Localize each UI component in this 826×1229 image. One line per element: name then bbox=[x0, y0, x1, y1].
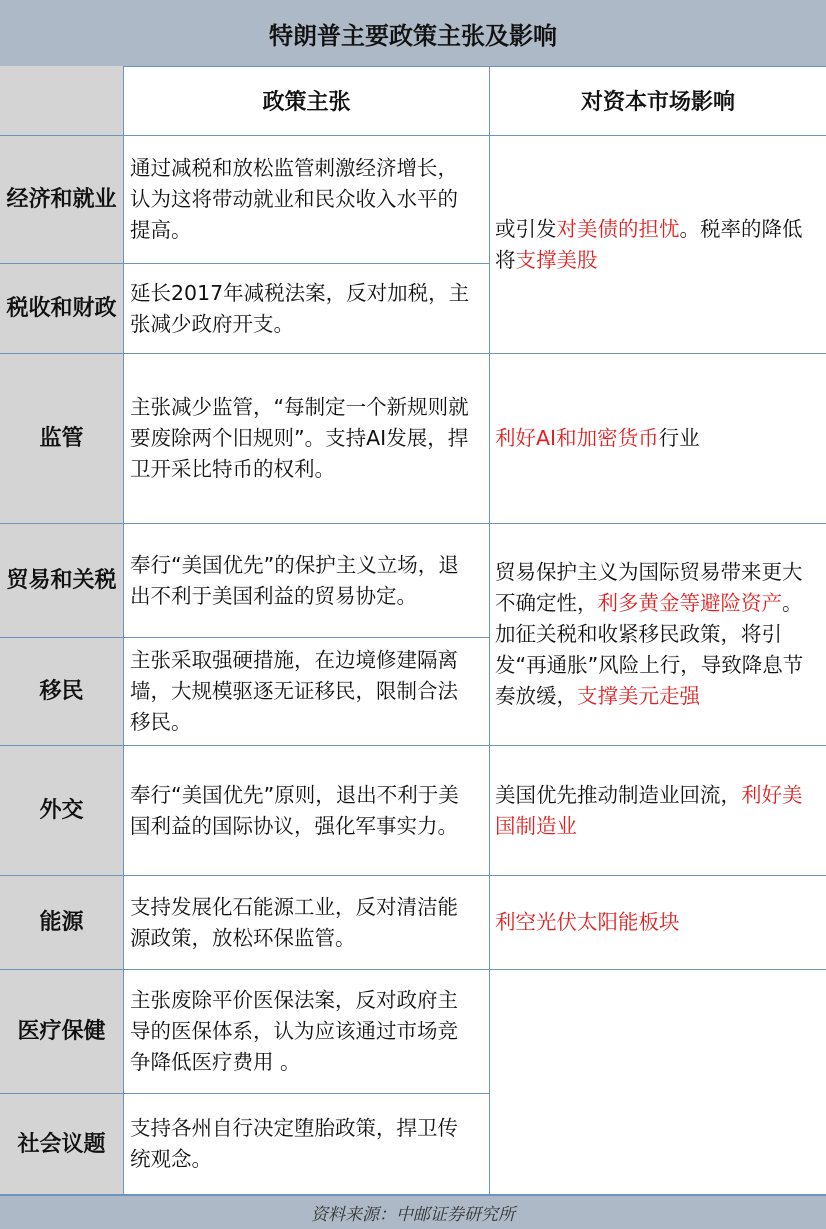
impact-highlight: 利好美国制造业 bbox=[495, 782, 803, 838]
impact-segment: 行业 bbox=[658, 426, 700, 450]
impact-text bbox=[495, 557, 816, 712]
header-corner bbox=[0, 66, 124, 136]
impact-segment: 贸易保护主义为国际贸易带来更大不确定性， bbox=[495, 560, 803, 615]
impact-cell bbox=[490, 746, 826, 876]
impact-cell bbox=[490, 876, 826, 970]
impact-highlight: 支撑美股 bbox=[515, 247, 598, 272]
table-title: 特朗普主要政策主张及影响 bbox=[0, 0, 826, 67]
impact-cell-empty bbox=[490, 970, 826, 1195]
impact-segment: 。加征关税和收紧移民政策，将引发“再通胀”风险上行，导致降息节奏放缓， bbox=[495, 591, 804, 708]
category-cell: 税收和财政 bbox=[0, 264, 124, 354]
impact-highlight: 支撑美元走强 bbox=[577, 684, 700, 708]
impact-highlight: 利好AI和加密货币 bbox=[495, 426, 659, 450]
category-cell: 经济和就业 bbox=[0, 136, 124, 264]
impact-cell bbox=[490, 354, 826, 524]
header-policy: 政策主张 bbox=[124, 66, 490, 136]
category-cell: 医疗保健 bbox=[0, 970, 124, 1094]
category-cell: 移民 bbox=[0, 638, 124, 746]
policy-cell: 主张废除平价医保法案，反对政府主导的医保体系，认为应该通过市场竞争降低医疗费用 。 bbox=[124, 970, 490, 1094]
impact-highlight: 利空光伏太阳能板块 bbox=[495, 910, 680, 934]
impact-highlight: 对美债的担忧 bbox=[556, 216, 680, 241]
impact-segment: 。税率的降低将 bbox=[495, 216, 803, 272]
impact-cell bbox=[490, 524, 826, 746]
impact-text bbox=[495, 423, 700, 454]
policy-cell: 支持各州自行决定堕胎政策，捍卫传统观念。 bbox=[124, 1094, 490, 1195]
policy-cell: 通过减税和放松监管刺激经济增长，认为这将带动就业和民众收入水平的提高。 bbox=[124, 136, 490, 264]
policy-cell: 延长2017年减税法案，反对加税，主张减少政府开支。 bbox=[124, 264, 490, 354]
impact-segment: 或引发 bbox=[495, 216, 557, 241]
policy-cell: 支持发展化石能源工业，反对清洁能源政策，放松环保监管。 bbox=[124, 876, 490, 970]
impact-segment: 美国优先推动制造业回流， bbox=[495, 782, 741, 807]
category-cell: 贸易和关税 bbox=[0, 524, 124, 638]
policy-cell: 主张减少监管，“每制定一个新规则就要废除两个旧规则”。支持AI发展，捍卫开采比特币的权利。 bbox=[124, 354, 490, 524]
impact-text bbox=[495, 214, 816, 276]
policy-cell: 主张采取强硬措施，在边境修建隔离墙，大规模驱逐无证移民，限制合法移民。 bbox=[124, 638, 490, 746]
impact-text bbox=[495, 907, 680, 938]
header-impact: 对资本市场影响 bbox=[490, 66, 826, 136]
category-cell: 社会议题 bbox=[0, 1094, 124, 1195]
category-cell: 外交 bbox=[0, 746, 124, 876]
source-note: 资料来源：中邮证券研究所 bbox=[0, 1195, 826, 1229]
impact-cell bbox=[490, 136, 826, 354]
policy-cell: 奉行“美国优先”的保护主义立场，退出不利于美国利益的贸易协定。 bbox=[124, 524, 490, 638]
category-cell: 监管 bbox=[0, 354, 124, 524]
impact-highlight: 利多黄金等避险资产 bbox=[597, 591, 782, 615]
policy-cell: 奉行“美国优先”原则，退出不利于美国利益的国际协议，强化军事实力。 bbox=[124, 746, 490, 876]
category-cell: 能源 bbox=[0, 876, 124, 970]
impact-text bbox=[495, 780, 816, 842]
